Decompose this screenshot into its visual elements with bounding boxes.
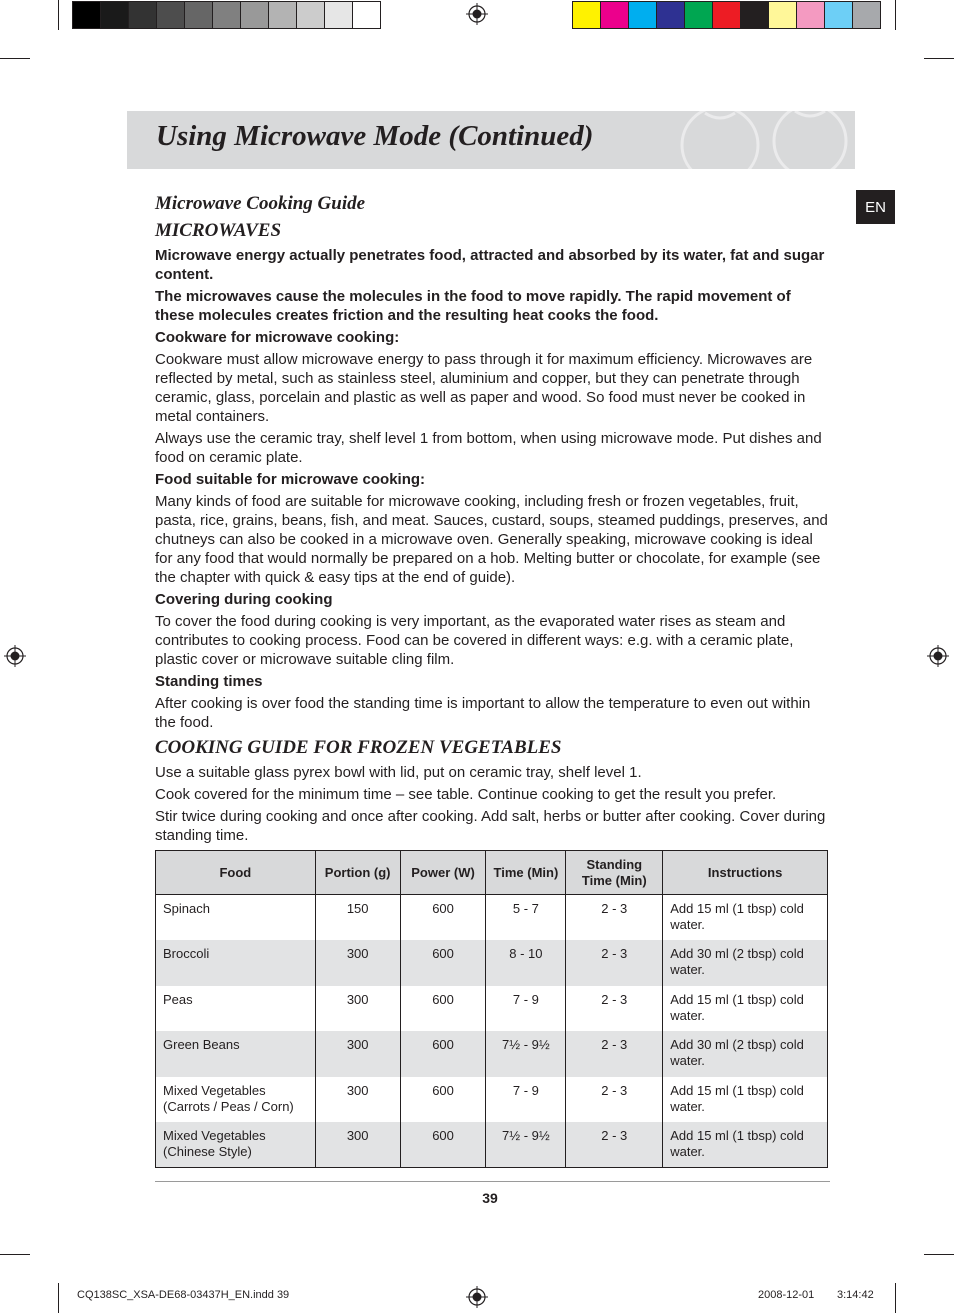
- table-row: [156, 895, 828, 941]
- color-swatch: [768, 1, 797, 29]
- color-swatch: [240, 1, 269, 29]
- page-title: Using Microwave Mode (Continued): [156, 120, 594, 152]
- food-paragraph: Many kinds of food are suitable for microwave cooking, including fresh or frozen vegetables, fruit, pasta, rice, grains, beans, fish, and meat. Sauces, custard, soups, steamed puddings, preserves, and chutneys can also be cooked in a microwave oven. Generally speaking, microwave cooking is ideal for any food that would normally be prepared on a hob. Melting butter or chocolate, for example (see the chapter with quick & easy tips at the end of guide).: [155, 493, 828, 586]
- time-cell: 7 - 9: [486, 986, 566, 1032]
- food-cell: Spinach: [156, 895, 316, 941]
- crop-mark: [0, 58, 30, 59]
- slug-time: 3:14:42: [837, 1289, 874, 1301]
- crop-mark: [58, 1283, 59, 1313]
- food-cell: Green Beans: [156, 1031, 316, 1077]
- cookware-heading: Cookware for microwave cooking:: [155, 329, 400, 346]
- time-cell: 7½ - 9½: [486, 1122, 566, 1168]
- color-swatch: [128, 1, 157, 29]
- portion-cell: 300: [315, 986, 400, 1032]
- crop-mark: [924, 58, 954, 59]
- color-swatch: [740, 1, 769, 29]
- color-swatch: [184, 1, 213, 29]
- main-content: [155, 192, 831, 848]
- standing-time-cell: 2 - 3: [566, 895, 663, 941]
- color-swatch: [684, 1, 713, 29]
- registration-mark-icon: [4, 645, 26, 667]
- table-row: [156, 986, 828, 1032]
- cookware-paragraph: Cookware must allow microwave energy to pass through it for maximum efficiency. Microwaves are reflected by metal, such as stainless steel, aluminium and copper, but they can penetrate through ceramic, glass, porcelain and plastic as well as paper and wood. So food must never be cooked in metal containers.: [155, 351, 813, 425]
- instructions-cell: Add 15 ml (1 tbsp) cold water.: [663, 1122, 828, 1168]
- color-swatch: [852, 1, 881, 29]
- section-heading: Microwave Cooking Guide: [155, 193, 366, 214]
- food-cell: Mixed Vegetables (Carrots / Peas / Corn): [156, 1077, 316, 1123]
- intro-paragraph: The microwaves cause the molecules in the food to move rapidly. The rapid movement of these molecules creates friction and the resulting heat cooks the food.: [155, 288, 791, 324]
- color-swatch: [796, 1, 825, 29]
- food-cell: Peas: [156, 986, 316, 1032]
- color-swatch: [628, 1, 657, 29]
- footer-divider: [155, 1181, 830, 1182]
- power-cell: 600: [400, 895, 486, 941]
- time-cell: 7 - 9: [486, 1077, 566, 1123]
- color-swatch: [324, 1, 353, 29]
- slug-date: 2008-12-01: [758, 1289, 815, 1301]
- instructions-cell: Add 15 ml (1 tbsp) cold water.: [663, 895, 828, 941]
- crop-mark: [895, 1283, 896, 1313]
- portion-cell: 300: [315, 1122, 400, 1168]
- section-subheading: MICROWAVES: [155, 220, 282, 241]
- standing-time-cell: 2 - 3: [566, 1077, 663, 1123]
- food-cell: Mixed Vegetables (Chinese Style): [156, 1122, 316, 1168]
- portion-cell: 300: [315, 1031, 400, 1077]
- frozen-paragraph: Stir twice during cooking and once after cooking. Add salt, herbs or butter after cooking. Cover during standing time.: [155, 808, 826, 844]
- table-row: [156, 1122, 828, 1168]
- color-swatch: [296, 1, 325, 29]
- page-number: 39: [482, 1190, 498, 1206]
- column-header-standing-time: Standing Time (Min): [566, 851, 663, 895]
- food-cell: Broccoli: [156, 940, 316, 986]
- portion-cell: 300: [315, 940, 400, 986]
- color-swatch: [572, 1, 601, 29]
- standing-heading: Standing times: [155, 673, 263, 690]
- intro-paragraph: Microwave energy actually penetrates food, attracted and absorbed by its water, fat and sugar content.: [155, 247, 825, 283]
- column-header-time: Time (Min): [486, 851, 566, 895]
- covering-paragraph: To cover the food during cooking is very important, as the evaporated water rises as steam and contributes to cooking process. Food can be covered in different ways: e.g. with a ceramic plate, plastic cover or microwave suitable cling film.: [155, 613, 794, 668]
- standing-time-cell: 2 - 3: [566, 940, 663, 986]
- time-cell: 7½ - 9½: [486, 1031, 566, 1077]
- column-header-portion: Portion (g): [315, 851, 400, 895]
- crop-mark: [0, 1254, 30, 1255]
- instructions-cell: Add 15 ml (1 tbsp) cold water.: [663, 986, 828, 1032]
- time-cell: 5 - 7: [486, 895, 566, 941]
- color-swatch: [824, 1, 853, 29]
- registration-mark-icon: [466, 1286, 488, 1308]
- tomato-illustration-icon: [625, 111, 855, 169]
- power-cell: 600: [400, 1031, 486, 1077]
- portion-cell: 300: [315, 1077, 400, 1123]
- registration-mark-icon: [927, 645, 949, 667]
- process-color-bar: [572, 1, 880, 29]
- portion-cell: 150: [315, 895, 400, 941]
- column-header-instructions: Instructions: [663, 851, 828, 895]
- power-cell: 600: [400, 1077, 486, 1123]
- standing-time-cell: 2 - 3: [566, 1031, 663, 1077]
- table-row: [156, 1031, 828, 1077]
- color-swatch: [72, 1, 101, 29]
- registration-mark-icon: [466, 3, 488, 25]
- frozen-paragraph: Use a suitable glass pyrex bowl with lid, put on ceramic tray, shelf level 1.: [155, 764, 642, 781]
- column-header-power: Power (W): [400, 851, 486, 895]
- column-header-food: Food: [156, 851, 316, 895]
- frozen-paragraph: Cook covered for the minimum time – see table. Continue cooking to get the result you prefer.: [155, 786, 777, 803]
- frozen-vegetables-table: [155, 850, 828, 1168]
- color-swatch: [712, 1, 741, 29]
- color-swatch: [212, 1, 241, 29]
- crop-mark: [895, 0, 896, 30]
- standing-paragraph: After cooking is over food the standing time is important to allow the temperature to even out within the food.: [155, 695, 811, 731]
- cookware-paragraph: Always use the ceramic tray, shelf level 1 from bottom, when using microwave mode. Put dishes and food on ceramic plate.: [155, 430, 822, 466]
- standing-time-cell: 2 - 3: [566, 1122, 663, 1168]
- table-row: [156, 940, 828, 986]
- color-swatch: [352, 1, 381, 29]
- standing-time-cell: 2 - 3: [566, 986, 663, 1032]
- power-cell: 600: [400, 1122, 486, 1168]
- color-swatch: [656, 1, 685, 29]
- instructions-cell: Add 15 ml (1 tbsp) cold water.: [663, 1077, 828, 1123]
- color-swatch: [100, 1, 129, 29]
- covering-heading: Covering during cooking: [155, 591, 333, 608]
- power-cell: 600: [400, 986, 486, 1032]
- table-header-row: [156, 851, 828, 895]
- language-tab: EN: [856, 190, 895, 224]
- file-slug: CQ138SC_XSA-DE68-03437H_EN.indd 39: [77, 1289, 290, 1301]
- power-cell: 600: [400, 940, 486, 986]
- table-row: [156, 1077, 828, 1123]
- color-swatch: [600, 1, 629, 29]
- color-swatch: [156, 1, 185, 29]
- time-cell: 8 - 10: [486, 940, 566, 986]
- crop-mark: [924, 1254, 954, 1255]
- gray-color-bar: [72, 1, 380, 29]
- instructions-cell: Add 30 ml (2 tbsp) cold water.: [663, 1031, 828, 1077]
- instructions-cell: Add 30 ml (2 tbsp) cold water.: [663, 940, 828, 986]
- food-heading: Food suitable for microwave cooking:: [155, 471, 426, 488]
- crop-mark: [58, 0, 59, 30]
- frozen-heading: COOKING GUIDE FOR FROZEN VEGETABLES: [155, 737, 562, 758]
- color-swatch: [268, 1, 297, 29]
